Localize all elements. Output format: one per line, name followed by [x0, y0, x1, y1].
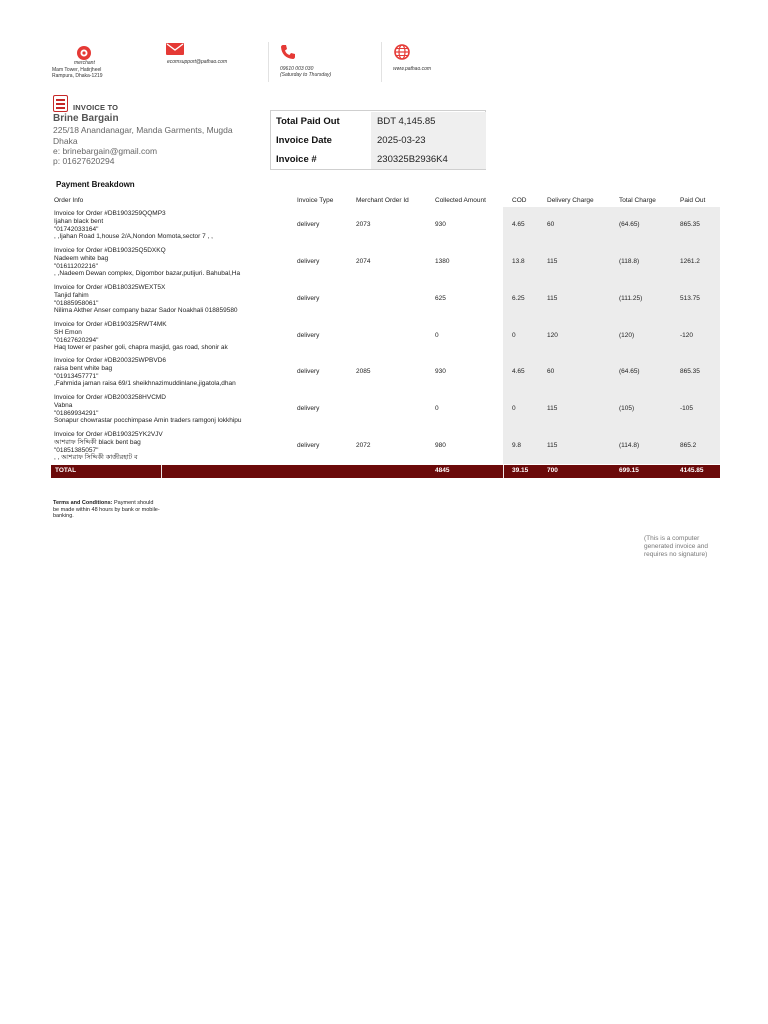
cod: 0 — [512, 332, 516, 339]
header-contact-strip — [0, 42, 768, 82]
globe-icon — [394, 44, 410, 60]
col-header-cod: COD — [512, 197, 527, 204]
table-row — [0, 431, 768, 467]
col-header-merchant-order-id: Merchant Order Id — [356, 197, 409, 204]
paid-out: -120 — [680, 332, 694, 339]
total-label: TOTAL — [55, 467, 77, 474]
cod: 13.8 — [512, 258, 525, 265]
summary-row-invoice-date — [271, 131, 485, 150]
total-charge: 699.15 — [619, 467, 639, 474]
collected-amount: 930 — [435, 368, 446, 375]
address-line-1: Mam Tower, Hatirjheel — [52, 67, 102, 73]
divider — [381, 42, 382, 82]
total-charge: (105) — [619, 405, 635, 412]
customer-name: Brine Bargain — [53, 113, 119, 124]
invoice-type: delivery — [297, 295, 320, 302]
collected-amount: 1380 — [435, 258, 450, 265]
support-phone[interactable]: 09610 003 030 — [280, 66, 314, 72]
invoice-to-label: INVOICE TO — [73, 103, 119, 112]
merchant-order-id: 2074 — [356, 258, 371, 265]
phone-hours: (Saturday to Thursday) — [280, 72, 332, 78]
order-info: Invoice for Order #DB1903259QQMP3 Ijahan black bent "01742033164" , ,Ijahan Road 1,house 2/A,Nondon Momota,sector 7 , , — [54, 210, 213, 241]
collected-amount: 625 — [435, 295, 446, 302]
paid-out: 1261.2 — [680, 258, 700, 265]
brand-logo-icon — [76, 45, 92, 61]
col-header-order-info: Order Info — [54, 197, 84, 204]
paid-out: 865.35 — [680, 368, 700, 375]
total-charge: (64.65) — [619, 368, 640, 375]
invoice-type: delivery — [297, 332, 320, 339]
col-header-delivery-charge: Delivery Charge — [547, 197, 594, 204]
invoice-type: delivery — [297, 405, 320, 412]
collected-amount: 980 — [435, 442, 446, 449]
col-header-invoice-type: Invoice Type — [297, 197, 334, 204]
delivery-charge: 115 — [547, 405, 558, 412]
invoice-icon — [53, 95, 68, 112]
invoice-type: delivery — [297, 258, 320, 265]
order-info: Invoice for Order #DB2003258HVCMD Vabna "01869934291" Sonapur chowrastar pocchimpase Amin traders ramgonj lokkhipu — [54, 394, 242, 425]
col-header-collected-amount: Collected Amount — [435, 197, 486, 204]
email-block — [165, 42, 255, 82]
table-row — [0, 247, 768, 283]
table-row — [0, 284, 768, 320]
total-delivery-charge: 700 — [547, 467, 558, 474]
brand-block — [52, 42, 112, 82]
invoice-summary-box — [270, 110, 486, 170]
brand-name: merchant — [74, 60, 95, 66]
total-charge: (118.8) — [619, 258, 640, 265]
paid-out: 865.35 — [680, 221, 700, 228]
col-header-paid-out: Paid Out — [680, 197, 706, 204]
website-block — [392, 42, 482, 82]
invoice-type: delivery — [297, 221, 320, 228]
merchant-order-id: 2072 — [356, 442, 371, 449]
total-cod: 39.15 — [512, 467, 529, 474]
delivery-charge: 115 — [547, 258, 558, 265]
cod: 4.65 — [512, 368, 525, 375]
col-header-total-charge: Total Charge — [619, 197, 656, 204]
collected-amount: 0 — [435, 332, 439, 339]
table-row — [0, 321, 768, 357]
order-info: Invoice for Order #DB190325Q5DXKQ Nadeem white bag "01611202216" , ,Nadeem Dewan complex, Digombor bazar,putijuri. Bahubal,Ha — [54, 247, 241, 278]
customer-phone: p: 01627620294 — [53, 156, 115, 166]
merchant-order-id: 2073 — [356, 221, 371, 228]
cod: 9.8 — [512, 442, 522, 449]
summary-row-invoice-number — [271, 150, 485, 169]
summary-row-total-paid — [271, 112, 485, 131]
delivery-charge: 60 — [547, 221, 555, 228]
delivery-charge: 60 — [547, 368, 555, 375]
order-info: Invoice for Order #DB190325YK2VJV আশরাফ সিদ্দিকী black bent bag "01851385057" , , আশরাফ সিদ্দিকী কাজীরহাট ব — [54, 431, 163, 462]
collected-amount: 930 — [435, 221, 446, 228]
paid-out: -105 — [680, 405, 694, 412]
order-info: Invoice for Order #DB190325RWT4MK SH Emon "01627620294" Haq tower er pasher goli, chapra masjid, gas road, shonir ak — [54, 321, 228, 352]
table-row — [0, 210, 768, 246]
customer-city: Dhaka — [53, 136, 78, 146]
cod: 4.65 — [512, 221, 525, 228]
delivery-charge: 120 — [547, 332, 558, 339]
table-row — [0, 357, 768, 393]
paid-out: 865.2 — [680, 442, 697, 449]
paid-out: 513.75 — [680, 295, 700, 302]
total-charge: (120) — [619, 332, 635, 339]
total-paid-out-value: BDT 4,145.85 — [377, 116, 436, 127]
cod: 6.25 — [512, 295, 525, 302]
invoice-number-value: 230325B2936K4 — [377, 154, 448, 165]
payment-breakdown-title: Payment Breakdown — [56, 180, 135, 189]
address-line-2: Rampura, Dhaka-1219 — [52, 73, 103, 79]
total-charge: (64.65) — [619, 221, 640, 228]
terms-text: Payment should be made within 48 hours by bank or mobile-banking. — [53, 500, 160, 519]
delivery-charge: 115 — [547, 442, 558, 449]
order-info: Invoice for Order #DB180325WEXT5X Tanjid fahim "01885958061" Nilima Akther Anser company bazar Sador Noakhali 018859580 — [54, 284, 238, 315]
collected-amount: 0 — [435, 405, 439, 412]
invoice-type: delivery — [297, 442, 320, 449]
terms-label: Terms and Conditions: — [53, 500, 113, 506]
computer-generated-note: (This is a computer generated invoice and requires no signature) — [644, 535, 708, 558]
cod: 0 — [512, 405, 516, 412]
invoice-date-value: 2025-03-23 — [377, 135, 426, 146]
mail-icon — [166, 43, 184, 55]
website-link[interactable]: www.pathao.com — [393, 66, 432, 72]
order-info: Invoice for Order #DB200325WPBVD6 raisa bent white bag "01913457771" ,Fahmida jaman raisa 69/1 sheikhnazimuddinlane,jigatola,dhan — [54, 357, 236, 388]
support-email[interactable]: ecomsupport@pathao.com — [167, 59, 228, 65]
total-paid-out-label: Total Paid Out — [276, 116, 340, 127]
invoice-date-label: Invoice Date — [276, 135, 332, 146]
terms-and-conditions — [53, 500, 161, 520]
total-collected: 4845 — [435, 467, 450, 474]
invoice-type: delivery — [297, 368, 320, 375]
customer-email: e: brinebargain@gmail.com — [53, 146, 158, 156]
merchant-order-id: 2085 — [356, 368, 371, 375]
phone-icon — [280, 44, 296, 60]
delivery-charge: 115 — [547, 295, 558, 302]
total-charge: (114.8) — [619, 442, 640, 449]
phone-block — [279, 42, 369, 82]
table-row — [0, 394, 768, 430]
total-row — [51, 465, 720, 478]
invoice-number-label: Invoice # — [276, 154, 317, 165]
divider — [268, 42, 269, 82]
customer-address: 225/18 Anandanagar, Manda Garments, Mugda — [53, 125, 233, 135]
total-charge: (111.25) — [619, 295, 643, 302]
total-paid-out: 4145.85 — [680, 467, 704, 474]
